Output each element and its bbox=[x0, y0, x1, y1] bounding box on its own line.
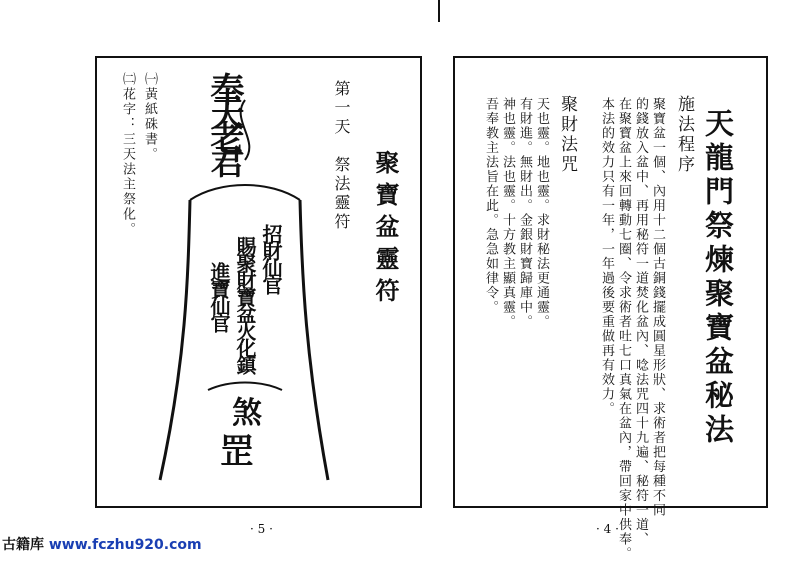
method-line: 的錢放入盆中、再用秘符一道焚化盆內、唸法咒四十九遍、秘符一道、 bbox=[633, 97, 648, 547]
page-number-left: · 5 · bbox=[250, 522, 273, 536]
talisman-heading: 聚寶盆靈符 bbox=[371, 150, 400, 310]
talisman-top-text: 奉天老君 bbox=[204, 72, 244, 168]
method-line: 在聚寶盆上來回轉動七圈、令求術者吐七口真氣在盆內，帶回家中供奉。 bbox=[616, 97, 631, 561]
page-number-right: · 4 · bbox=[596, 522, 619, 536]
mantra-line: 天也靈。地也靈。求財秘法更通靈。 bbox=[534, 97, 549, 329]
note-paper-ink: ㈠黃紙硃書。 bbox=[142, 72, 157, 162]
method-line: 本法的效力只有一年，一年過後要重做再有效力。 bbox=[599, 97, 614, 416]
talisman-bottom-glyph-1: 煞 bbox=[232, 396, 262, 431]
section-heading-mantra: 聚財法咒 bbox=[557, 95, 577, 175]
section-heading-method: 施法程序 bbox=[674, 95, 694, 175]
mantra-line: 神也靈。法也靈。十方教主顯真靈。 bbox=[500, 97, 515, 329]
talisman-column-1: 招財仙官 bbox=[259, 224, 283, 292]
page-title: 天龍門祭煉聚寶盆秘法 bbox=[701, 108, 735, 448]
method-line: 聚寶盆一個、內用十二個古銅錢擺成圓星形狀、求術者把每種不同 bbox=[650, 97, 665, 518]
talisman-column-3: 進寶仙官 bbox=[207, 262, 231, 330]
watermark-site-name: 古籍库 bbox=[2, 537, 44, 553]
talisman-subheading: 第一天 祭法靈符 bbox=[332, 80, 351, 232]
watermark-url[interactable]: www.fczhu920.com bbox=[48, 537, 202, 553]
talisman-column-2: 賜聚財寶盆火化鎮 bbox=[233, 236, 257, 372]
note-signature: ㈡花字：三天法主祭化。 bbox=[120, 72, 135, 237]
site-watermark bbox=[2, 534, 202, 554]
book-gutter-line bbox=[438, 0, 440, 22]
mantra-line: 有財進。無財出。金銀財寶歸庫中。 bbox=[517, 97, 532, 329]
talisman-bottom-glyph-2: 罡 bbox=[220, 432, 254, 472]
mantra-line: 吾奉教主法旨在此。急急如律令。 bbox=[483, 97, 498, 315]
